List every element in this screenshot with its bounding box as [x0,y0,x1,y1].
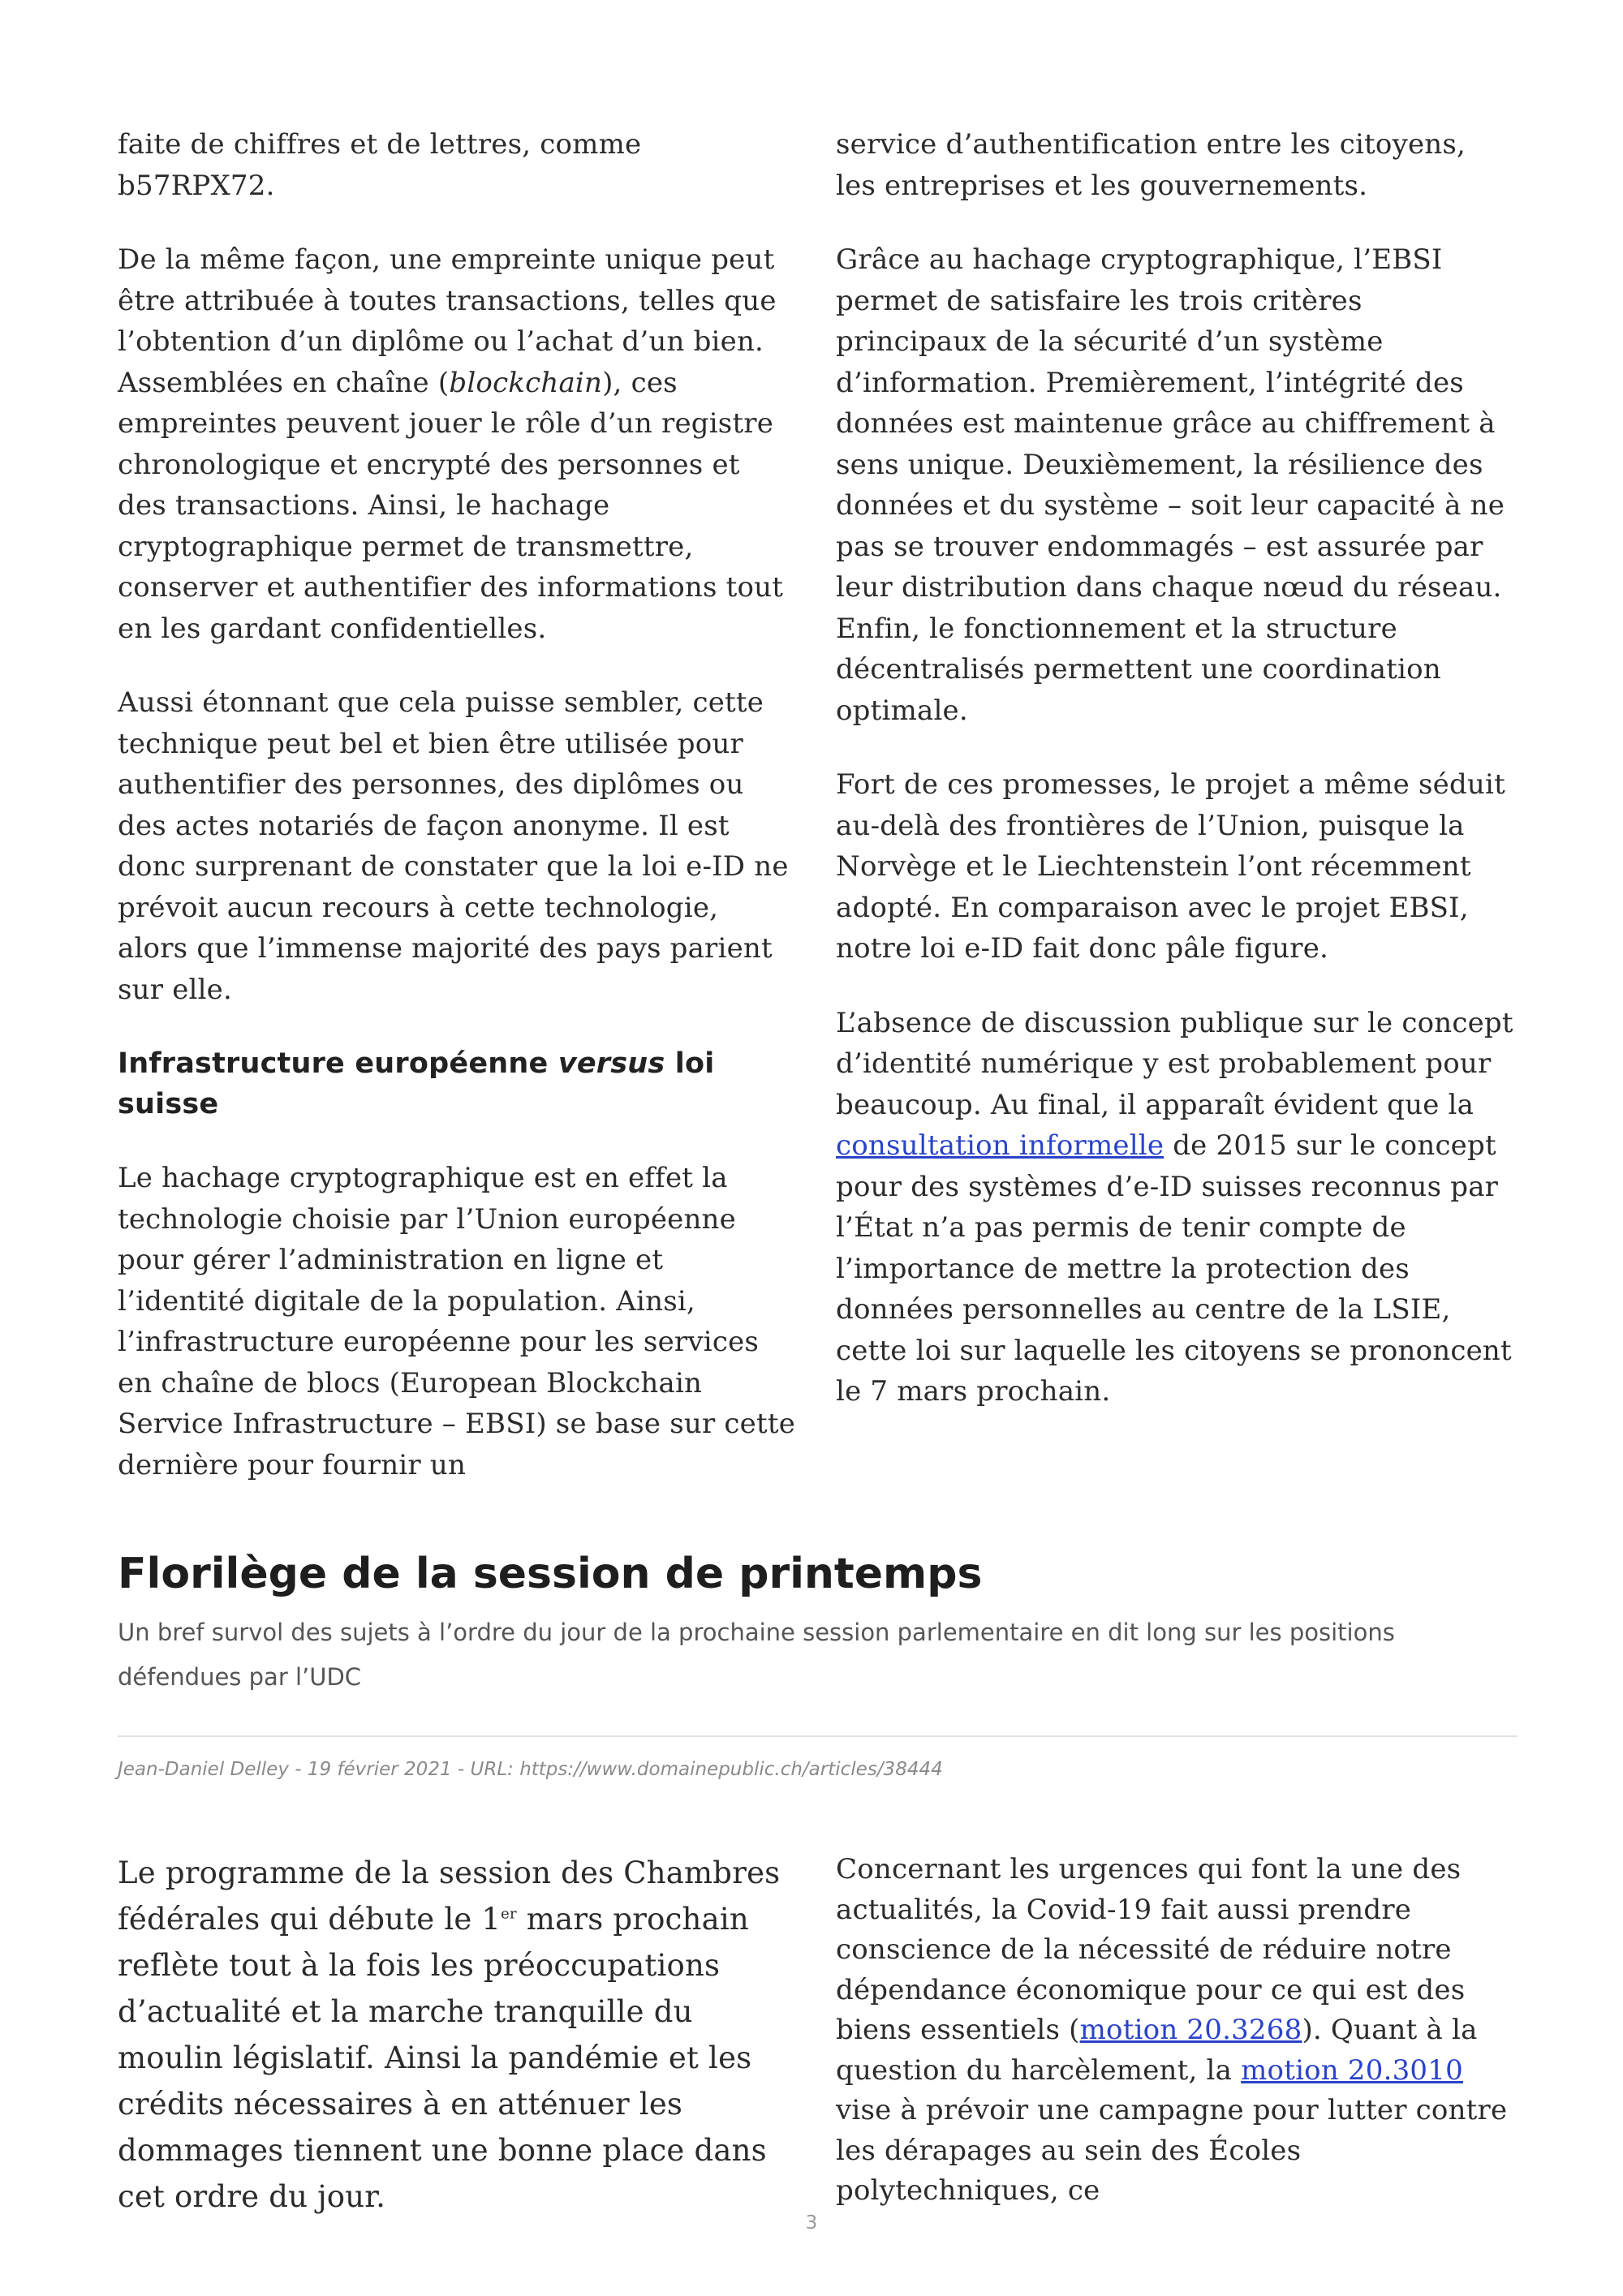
article2-left-column [118,1850,795,2253]
emphasis: blockchain [449,366,603,399]
divider [118,1735,1518,1737]
text-run: de 2015 sur le concept pour des systèmes d’e-ID suisses reconnus par l’État n’a pas permis de tenir compte de l’importance de mettre la protection des données personnelles au centre de la LSIE, cette loi sur laquelle les citoyens se prononcent le 7 mars prochain. [836,1129,1512,1408]
paragraph: Grâce au hachage cryptographique, l’EBSI permet de satisfaire les trois critères principaux de la sécurité d’un système d’information. Premièrement, l’intégrité des données est maintenue grâce au chiffrement à sens unique. Deuxièmement, la résilience des données et du système – soit leur capacité à ne pas se trouver endommagés – est assurée par leur distribution dans chaque nœud du réseau. Enfin, le fonctionnement et la structure décentralisés permettent une coordination optimale. [836,243,1505,727]
superscript: er [501,1905,517,1923]
paragraph [836,1850,1513,2212]
heading-run: Infrastructure européenne [118,1047,558,1080]
text-run: Le programme de la session des Chambres fédérales qui débute le 1 [118,1855,781,1937]
paragraph [118,1850,795,2220]
text-run: mars prochain reflète tout à la fois les préoccupations d’actualité et la marche tranquille du moulin législatif. Ainsi la pandémie et les crédits nécessaires à en atténuer les dommages tiennent une bonne place dans cet ordre du jour. [118,1902,767,2214]
article2-right-column [836,1850,1513,2245]
text-run: vise à prévoir une campagne pour lutter contre les dérapages au sein des Écoles polytechniques, ce [836,2094,1508,2207]
page-number: 3 [805,2212,818,2234]
heading-run: loi suisse [118,1047,715,1120]
text-run: Concernant les urgences qui font la une des actualités, la Covid-19 fait aussi prendre conscience de la nécessité de réduire notre dépendance économique pour ce qui est des biens essentiels ( [836,1853,1466,2046]
article-subtitle: Un bref survol des sujets à l’ordre du jour de la prochaine session parlementaire en dit long sur les positions défendues par l’UDC [118,1619,1395,1691]
paragraph: faite de chiffres et de lettres, comme b57RPX72. [118,128,642,202]
paragraph: Fort de ces promesses, le projet a même séduit au-delà des frontières de l’Union, puisque la Norvège et le Liechtenstein l’ont récemment adopté. En comparaison avec le projet EBSI, notre loi e-ID fait donc pâle figure. [836,768,1505,965]
article-right-column [836,124,1513,1446]
text-run: ). Quant à la question du harcèlement, la [836,2014,1478,2087]
paragraph: service d’authentification entre les citoyens, les entreprises et les gouvernements. [836,128,1466,202]
consultation-link[interactable]: consultation informelle [836,1129,1165,1162]
paragraph [118,239,795,649]
text-run: ), ces empreintes peuvent jouer le rôle d’un registre chronologique et encrypté des personnes et des transactions. Ainsi, le hachage cryptographique permet de transmettre, conserver et authentifier des informations tout en les gardant confidentielles. [118,366,784,645]
paragraph: Aussi étonnant que cela puisse sembler, cette technique peut bel et bien être utilisée pour authentifier des personnes, des diplômes ou des actes notariés de façon anonyme. Il est donc surprenant de constater que la loi e-ID ne prévoit aucun recours à cette technologie, alors que l’immense majorité des pays parient sur elle. [118,686,789,1006]
text-run: De la même façon, une empreinte unique peut être attribuée à toutes transactions, telles que l’obtention d’un diplôme ou l’achat d’un bien. Assemblées en chaîne ( [118,243,777,399]
section-heading [118,1043,795,1124]
paragraph [836,1003,1513,1412]
article-left-column [118,124,795,1519]
heading-emphasis: versus [558,1047,665,1080]
article-title: Florilège de la session de printemps [118,1550,983,1598]
motion-20-3268-link[interactable]: motion 20.3268 [1079,2014,1302,2046]
motion-20-3010-link[interactable]: motion 20.3010 [1241,2053,1463,2087]
text-run: L’absence de discussion publique sur le concept d’identité numérique y est probablement pour beaucoup. Au final, il apparaît évident que la [836,1006,1513,1121]
paragraph: Le hachage cryptographique est en effet la technologie choisie par l’Union européenne pour gérer l’administration en ligne et l’identité digitale de la population. Ainsi, l’infrastructure européenne pour les services en chaîne de blocs (European Blockchain Service Infrastructure – EBSI) se base sur cette dernière pour fournir un [118,1162,796,1481]
byline: Jean-Daniel Delley - 19 février 2021 - URL: https://www.domainepublic.ch/articles/38444 [118,1759,943,1780]
